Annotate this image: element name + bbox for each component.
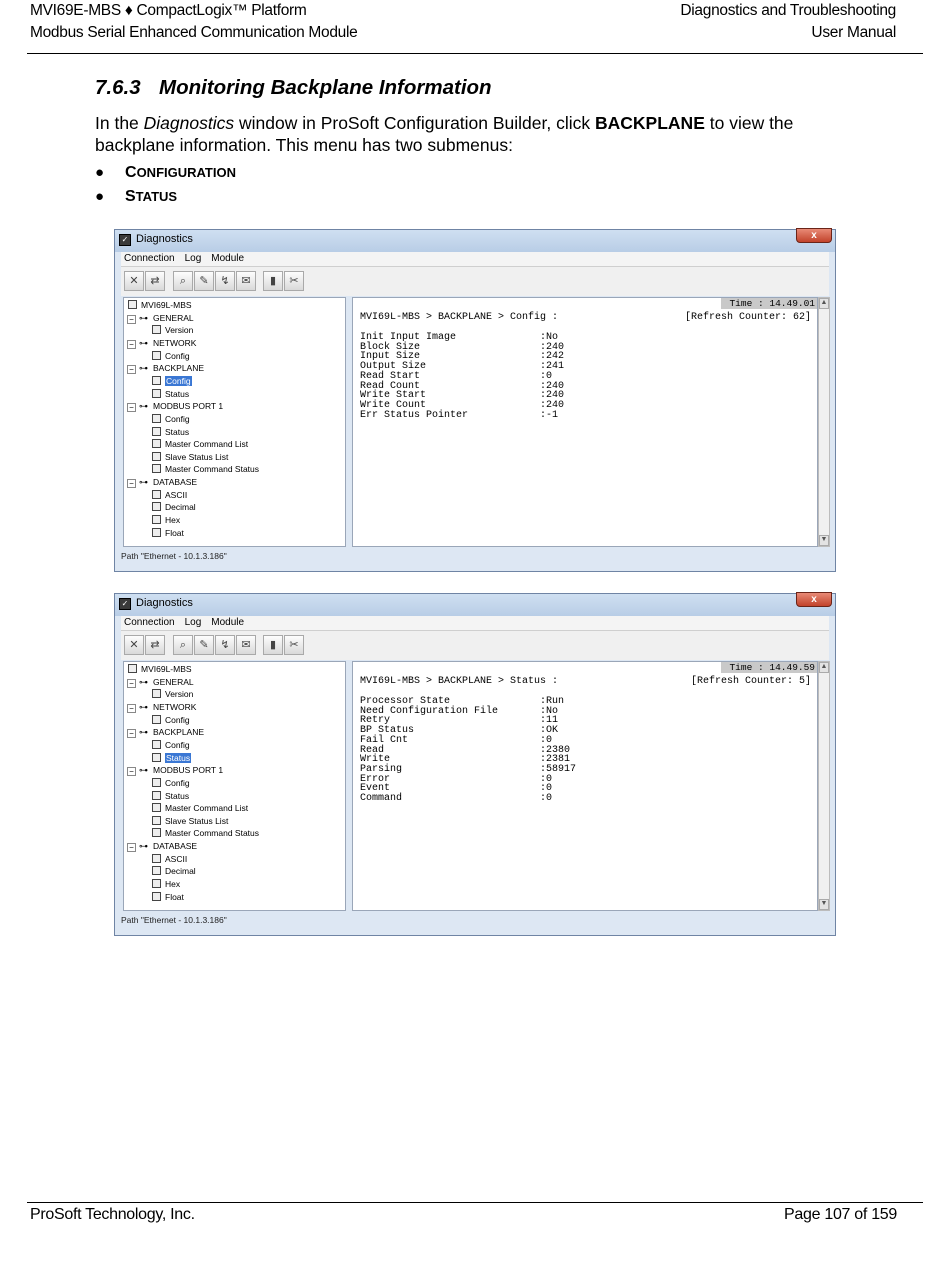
tree-decimal[interactable]: Decimal [152, 502, 196, 513]
page-icon [152, 715, 161, 724]
tree-hex[interactable]: Hex [152, 879, 180, 890]
scroll-down-icon[interactable]: ▼ [819, 899, 829, 910]
scroll-up-icon[interactable]: ▲ [819, 298, 829, 309]
tree-modbus-port[interactable]: − ⊶ MODBUS PORT 1 [127, 765, 223, 776]
bullet-item [95, 164, 236, 182]
page-icon [152, 325, 161, 334]
app-icon: ✓ [119, 598, 131, 610]
header-right [680, 0, 896, 44]
collapse-icon: − [127, 704, 136, 713]
field-row: Write Start :240 [360, 390, 565, 402]
page-icon [152, 879, 161, 888]
tree-general[interactable]: − ⊶ GENERAL [127, 313, 194, 324]
window-title: Diagnostics [136, 233, 193, 245]
bullet-initial: S [125, 188, 136, 205]
tree-ascii[interactable]: ASCII [152, 490, 187, 501]
network-icon: ⊶ [139, 841, 148, 851]
header-left [30, 0, 357, 44]
output-path: MVI69L-MBS > BACKPLANE > Status : [360, 676, 559, 687]
mail-icon[interactable]: ✉ [236, 635, 256, 655]
intro-text: window in ProSoft Configuration Builder, click [234, 113, 595, 133]
footer-rule [27, 1202, 923, 1203]
tree-network-config[interactable]: Config [152, 351, 190, 362]
output-panel [352, 661, 818, 911]
refresh-counter: [Refresh Counter: 5] [690, 676, 811, 687]
field-row: Read Start :0 [360, 370, 553, 382]
page-icon [152, 854, 161, 863]
refresh-icon[interactable]: ↯ [215, 635, 235, 655]
path-status: Path "Ethernet - 10.1.3.186" [121, 915, 227, 925]
page-icon [152, 464, 161, 473]
title-bar [115, 230, 835, 252]
tree-network[interactable]: − ⊶ NETWORK [127, 702, 196, 713]
page-icon [152, 689, 161, 698]
menu-log[interactable]: Log [184, 617, 202, 628]
field-row: Event :0 [360, 783, 553, 795]
footer-page-number: Page 107 of 159 [784, 1206, 897, 1223]
page-icon [152, 351, 161, 360]
network-icon: ⊶ [139, 338, 148, 348]
window-title: Diagnostics [136, 597, 193, 609]
connect-icon[interactable]: ⇄ [145, 635, 165, 655]
scrollbar[interactable] [818, 297, 830, 547]
page-icon [152, 778, 161, 787]
section-number: 7.6.3 [95, 76, 141, 99]
field-row: Read :2380 [360, 744, 571, 756]
bullet-dot: ● [95, 164, 105, 181]
collapse-icon: − [127, 340, 136, 349]
collapse-icon: − [127, 403, 136, 412]
tree-ascii[interactable]: ASCII [152, 854, 187, 865]
module-icon [128, 664, 137, 673]
mail-icon[interactable]: ✉ [236, 271, 256, 291]
field-row: Block Size :240 [360, 341, 565, 353]
header-rule [27, 53, 923, 54]
field-row: Write :2381 [360, 754, 571, 766]
collapse-icon: − [127, 767, 136, 776]
field-row: Error :0 [360, 773, 553, 785]
tree-backplane-status[interactable]: Status [152, 389, 189, 400]
time-readout: Time : 14.49.01 [721, 298, 817, 309]
bullet-rest: ONFIGURATION [136, 165, 236, 180]
module-icon [128, 300, 137, 309]
find-icon[interactable]: ⌕ [173, 271, 193, 291]
chart-icon[interactable]: ▮ [263, 271, 283, 291]
tree-master-cmd-status[interactable]: Master Command Status [152, 464, 259, 475]
page-icon [152, 427, 161, 436]
field-row: Parsing :58917 [360, 763, 577, 775]
tree-network[interactable]: − ⊶ NETWORK [127, 338, 196, 349]
tree-panel [123, 661, 346, 911]
tree-float[interactable]: Float [152, 528, 184, 539]
disconnect-icon[interactable]: ✕ [124, 271, 144, 291]
bullet-item [95, 188, 177, 206]
footer-company: ProSoft Technology, Inc. [30, 1206, 195, 1223]
tree-panel [123, 297, 346, 547]
intro-paragraph [95, 112, 855, 156]
tools-icon[interactable]: ✂ [284, 635, 304, 655]
tree-backplane[interactable]: − ⊶ BACKPLANE [127, 727, 204, 738]
menu-module[interactable]: Module [211, 253, 245, 264]
tree-backplane-config[interactable]: Config [152, 376, 192, 387]
close-button[interactable]: x [796, 592, 832, 607]
time-readout: Time : 14.49.59 [721, 662, 817, 673]
scroll-down-icon[interactable]: ▼ [819, 535, 829, 546]
chart-icon[interactable]: ▮ [263, 635, 283, 655]
header-module: Modbus Serial Enhanced Communication Module [30, 24, 358, 41]
title-bar [115, 594, 835, 616]
menu-connection[interactable]: Connection [124, 617, 175, 628]
page-icon [152, 515, 161, 524]
section-title: Monitoring Backplane Information [159, 76, 492, 99]
page-icon [152, 490, 161, 499]
network-icon: ⊶ [139, 477, 148, 487]
connect-icon[interactable]: ⇄ [145, 271, 165, 291]
diagnostics-window-config [114, 229, 836, 572]
network-icon: ⊶ [139, 313, 148, 323]
scroll-up-icon[interactable]: ▲ [819, 662, 829, 673]
tree-backplane-status[interactable]: Status [152, 753, 191, 764]
collapse-icon: − [127, 365, 136, 374]
network-icon: ⊶ [139, 727, 148, 737]
tree-master-cmd-list[interactable]: Master Command List [152, 803, 248, 814]
page-icon [152, 816, 161, 825]
close-button[interactable]: x [796, 228, 832, 243]
intro-emphasis: Diagnostics [143, 113, 235, 133]
tree-network-config[interactable]: Config [152, 715, 190, 726]
field-row: Fail Cnt :0 [360, 734, 553, 746]
tree-port-status[interactable]: Status [152, 427, 189, 438]
page-icon [152, 740, 161, 749]
field-row: Processor State :Run [360, 696, 565, 707]
tree-hex[interactable]: Hex [152, 515, 180, 526]
page-icon [152, 452, 161, 461]
network-icon: ⊶ [139, 677, 148, 687]
menu-connection[interactable]: Connection [124, 253, 175, 264]
field-row: Need Configuration File :No [360, 705, 559, 717]
find-icon[interactable]: ⌕ [173, 635, 193, 655]
tree-decimal[interactable]: Decimal [152, 866, 196, 877]
tree-slave-status-list[interactable]: Slave Status List [152, 816, 228, 827]
collapse-icon: − [127, 315, 136, 324]
field-row: Read Count :240 [360, 380, 565, 392]
bullet-rest: TATUS [135, 189, 178, 204]
network-icon: ⊶ [139, 765, 148, 775]
menu-module[interactable]: Module [211, 617, 245, 628]
page-icon [152, 502, 161, 511]
field-row: Retry :11 [360, 715, 559, 727]
page-icon [152, 892, 161, 901]
refresh-icon[interactable]: ↯ [215, 271, 235, 291]
field-row: Write Count :240 [360, 399, 565, 411]
output-panel [352, 297, 818, 547]
app-icon: ✓ [119, 234, 131, 246]
field-row: Input Size :242 [360, 351, 565, 363]
toolbar [121, 266, 829, 296]
tree-backplane-config[interactable]: Config [152, 740, 190, 751]
collapse-icon: − [127, 729, 136, 738]
tree-port-config[interactable]: Config [152, 778, 190, 789]
collapse-icon: − [127, 679, 136, 688]
intro-strong: BACKPLANE [595, 113, 705, 133]
scrollbar[interactable] [818, 661, 830, 911]
field-row: Init Input Image :No [360, 332, 559, 343]
intro-text: to view the backplane information. This menu has two submenus: [95, 113, 794, 155]
section-heading [95, 76, 492, 100]
tree-database[interactable]: − ⊶ DATABASE [127, 477, 197, 488]
refresh-counter: [Refresh Counter: 62] [684, 312, 811, 323]
header-doc: User Manual [811, 24, 896, 41]
bullet-dot: ● [95, 188, 105, 205]
tree-slave-status-list[interactable]: Slave Status List [152, 452, 228, 463]
tools-icon[interactable]: ✂ [284, 271, 304, 291]
log-icon[interactable]: ✎ [194, 271, 214, 291]
page-icon [152, 791, 161, 800]
tree-root[interactable]: MVI69L-MBS [128, 664, 192, 675]
disconnect-icon[interactable]: ✕ [124, 635, 144, 655]
collapse-icon: − [127, 843, 136, 852]
network-icon: ⊶ [139, 363, 148, 373]
page-icon [152, 414, 161, 423]
toolbar [121, 630, 829, 660]
bullet-initial: C [125, 164, 137, 181]
menu-bar [121, 616, 829, 630]
tree-backplane[interactable]: − ⊶ BACKPLANE [127, 363, 204, 374]
tree-root[interactable]: MVI69L-MBS [128, 300, 192, 311]
header-product: MVI69E-MBS ♦ CompactLogix™ Platform [30, 2, 307, 19]
intro-text: In the [95, 113, 144, 133]
menu-log[interactable]: Log [184, 253, 202, 264]
page-icon [152, 828, 161, 837]
log-icon[interactable]: ✎ [194, 635, 214, 655]
header-chapter: Diagnostics and Troubleshooting [680, 2, 896, 19]
tree-float[interactable]: Float [152, 892, 184, 903]
page-icon [152, 866, 161, 875]
network-icon: ⊶ [139, 702, 148, 712]
field-row: Output Size :241 [360, 361, 565, 373]
tree-port-status[interactable]: Status [152, 791, 189, 802]
network-icon: ⊶ [139, 401, 148, 411]
collapse-icon: − [127, 479, 136, 488]
page-icon [152, 803, 161, 812]
tree-master-cmd-list[interactable]: Master Command List [152, 439, 248, 450]
page-icon [152, 753, 161, 762]
field-row: BP Status :OK [360, 725, 559, 737]
tree-port-config[interactable]: Config [152, 414, 190, 425]
diagnostics-window-status [114, 593, 836, 936]
page-icon [152, 528, 161, 537]
field-row: Err Status Pointer :-1 [360, 409, 559, 421]
page-icon [152, 439, 161, 448]
page-icon [152, 389, 161, 398]
tree-version[interactable]: Version [152, 325, 193, 336]
tree-modbus-port[interactable]: − ⊶ MODBUS PORT 1 [127, 401, 223, 412]
path-status: Path "Ethernet - 10.1.3.186" [121, 551, 227, 561]
page-icon [152, 376, 161, 385]
output-path: MVI69L-MBS > BACKPLANE > Config : [360, 312, 559, 323]
tree-general[interactable]: − ⊶ GENERAL [127, 677, 194, 688]
tree-database[interactable]: − ⊶ DATABASE [127, 841, 197, 852]
tree-master-cmd-status[interactable]: Master Command Status [152, 828, 259, 839]
menu-bar [121, 252, 829, 266]
tree-version[interactable]: Version [152, 689, 193, 700]
field-row: Command :0 [360, 793, 553, 804]
